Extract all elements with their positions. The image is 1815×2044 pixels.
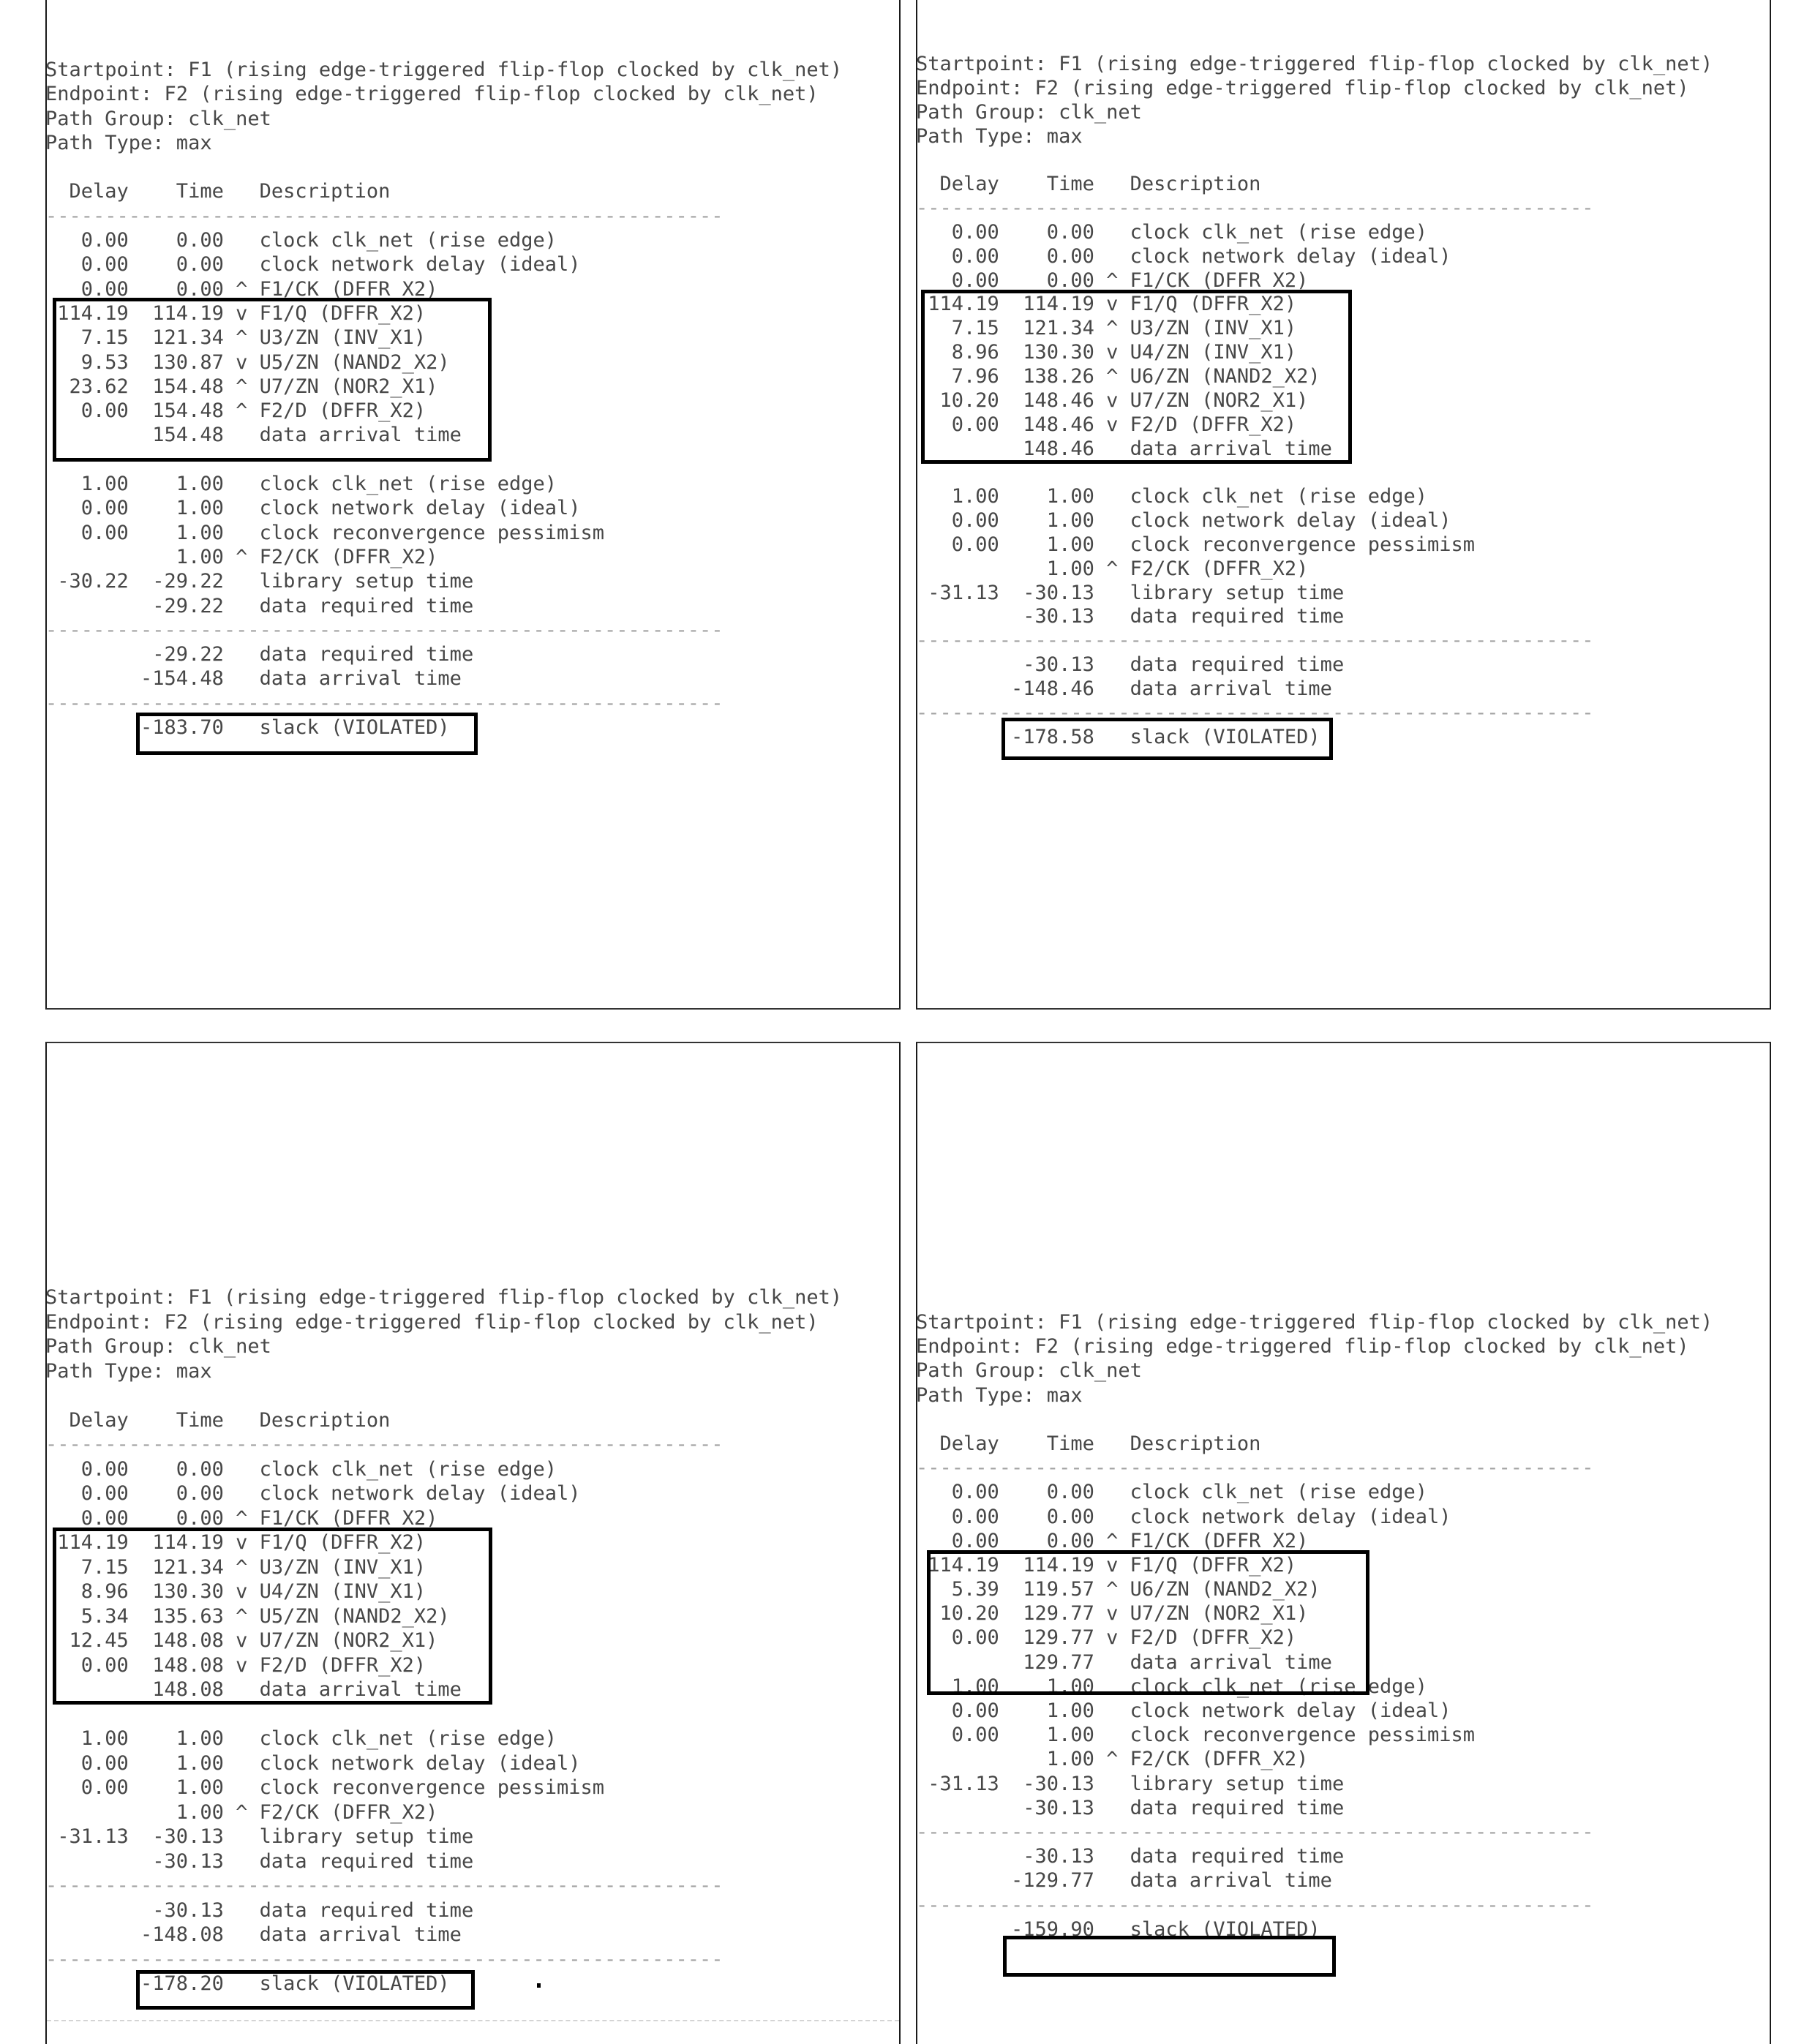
slack-row: -183.70 slack (VIOLATED) [45,716,450,740]
summary-row: -148.46 data arrival time [916,677,1332,700]
data-path-row: 154.48 data arrival time [45,424,462,447]
stray-dot-mark [537,1983,541,1988]
column-header-row: Delay Time Description [916,173,1261,196]
required-path-row: 1.00 1.00 clock clk_net (rise edge) [916,1675,1427,1698]
data-path-row: 10.20 148.46 v U7/ZN (NOR2_X1) [916,388,1309,412]
timing-report-4 [916,1310,1713,1942]
required-path-row: 0.00 1.00 clock network delay (ideal) [916,509,1451,533]
required-path-row: 0.00 1.00 clock network delay (ideal) [45,1751,581,1775]
required-path-row: 1.00 1.00 clock clk_net (rise edge) [916,485,1427,508]
blank-line [916,1408,1713,1432]
blank-line [45,1383,842,1408]
required-path-row: 1.00 ^ F2/CK (DFFR_X2) [45,1800,438,1824]
path-type-line: Path Type: max [45,1359,212,1383]
data-path-row: 7.15 121.34 ^ U3/ZN (INV_X1) [45,1555,426,1579]
data-path-row: 12.45 148.08 v U7/ZN (NOR2_X1) [45,1629,438,1652]
path-type-line: Path Type: max [916,124,1083,148]
endpoint-line: Endpoint: F2 (rising edge-triggered flip-flop clocked by clk_net) [45,1310,819,1334]
required-path-row: -30.13 data required time [45,1849,474,1873]
column-header-row: Delay Time Description [916,1432,1261,1455]
summary-row: -148.08 data arrival time [45,1923,462,1946]
startpoint-line: Startpoint: F1 (rising edge-triggered flip-flop clocked by clk_net) [45,59,843,81]
required-path-row: 0.00 1.00 clock network delay (ideal) [916,1699,1451,1722]
path-type-line: Path Type: max [45,131,212,154]
separator-line: --------------------------------------------------------- [916,1457,1594,1480]
startpoint-line: Startpoint: F1 (rising edge-triggered flip-flop clocked by clk_net) [916,1311,1713,1334]
blank-line [45,155,842,179]
data-path-row: 23.62 154.48 ^ U7/ZN (NOR2_X1) [45,375,438,398]
separator-line: --------------------------------------------------------- [45,1433,724,1456]
data-path-row: 0.00 148.08 v F2/D (DFFR_X2) [45,1653,426,1677]
data-path-row: 0.00 0.00 clock clk_net (rise edge) [916,220,1427,244]
data-path-row: 0.00 0.00 ^ F1/CK (DFFR_X2) [45,1506,438,1530]
separator-line: --------------------------------------------------------- [916,197,1594,220]
data-path-row: 0.00 0.00 ^ F1/CK (DFFR_X2) [916,1529,1309,1552]
required-path-row: -29.22 data required time [45,594,474,617]
data-path-row: 114.19 114.19 v F1/Q (DFFR_X2) [916,293,1297,316]
data-path-row: 5.39 119.57 ^ U6/ZN (NAND2_X2) [916,1578,1320,1601]
slack-row: -178.20 slack (VIOLATED) [45,1972,450,1995]
endpoint-line: Endpoint: F2 (rising edge-triggered flip-flop clocked by clk_net) [916,76,1689,99]
separator-line: --------------------------------------------------------- [916,701,1594,724]
data-path-row: 114.19 114.19 v F1/Q (DFFR_X2) [916,1553,1297,1577]
separator-line: --------------------------------------------------------- [45,204,724,228]
startpoint-line: Startpoint: F1 (rising edge-triggered flip-flop clocked by clk_net) [916,53,1713,75]
data-path-row: 9.53 130.87 v U5/ZN (NAND2_X2) [45,350,450,374]
timing-report-3 [45,1285,842,1996]
slack-row: -159.90 slack (VIOLATED) [916,1917,1320,1941]
data-path-row: 0.00 154.48 ^ F2/D (DFFR_X2) [45,399,426,423]
summary-row: -30.13 data required time [916,1845,1345,1868]
faint-dashed-rule [47,2020,899,2021]
data-path-row: 7.15 121.34 ^ U3/ZN (INV_X1) [916,317,1297,340]
data-path-row: 0.00 129.77 v F2/D (DFFR_X2) [916,1626,1297,1650]
data-path-row: 10.20 129.77 v U7/ZN (NOR2_X1) [916,1602,1309,1626]
required-path-row: 1.00 ^ F2/CK (DFFR_X2) [916,1748,1309,1771]
data-path-row: 0.00 0.00 clock clk_net (rise edge) [45,1457,557,1481]
separator-line: --------------------------------------------------------- [916,1820,1594,1844]
required-path-row: 1.00 1.00 clock clk_net (rise edge) [45,473,557,496]
data-path-row: 0.00 0.00 clock network delay (ideal) [916,244,1451,268]
data-path-row: 8.96 130.30 v U4/ZN (INV_X1) [916,341,1297,364]
slack-row: -178.58 slack (VIOLATED) [916,725,1320,748]
required-path-row: -31.13 -30.13 library setup time [916,581,1345,604]
data-path-row: 0.00 0.00 clock clk_net (rise edge) [916,1481,1427,1504]
required-path-row: 0.00 1.00 clock reconvergence pessimism [45,1776,605,1799]
path-group-line: Path Group: clk_net [45,1335,271,1358]
summary-row: -29.22 data required time [45,643,474,666]
required-path-row: 0.00 1.00 clock network delay (ideal) [45,497,581,520]
separator-line: --------------------------------------------------------- [45,1947,724,1971]
data-path-row: 148.08 data arrival time [45,1678,462,1701]
path-group-line: Path Group: clk_net [916,100,1142,124]
data-path-row: 0.00 0.00 clock network delay (ideal) [45,253,581,277]
blank-line [45,448,842,472]
required-path-row: -31.13 -30.13 library setup time [916,1772,1345,1795]
required-path-row: 1.00 ^ F2/CK (DFFR_X2) [45,545,438,568]
required-path-row: 0.00 1.00 clock reconvergence pessimism [916,1724,1476,1747]
data-path-row: 0.00 0.00 ^ F1/CK (DFFR_X2) [916,268,1309,292]
startpoint-line: Startpoint: F1 (rising edge-triggered flip-flop clocked by clk_net) [45,1286,843,1309]
column-header-row: Delay Time Description [45,180,391,203]
summary-row: -30.13 data required time [916,653,1345,677]
separator-line: --------------------------------------------------------- [916,1893,1594,1917]
blank-line [916,149,1713,173]
blank-line [916,461,1713,485]
required-path-row: 0.00 1.00 clock reconvergence pessimism [916,533,1476,556]
timing-report-2 [916,53,1713,749]
timing-report-1 [45,58,842,740]
data-path-row: 0.00 148.46 v F2/D (DFFR_X2) [916,413,1297,436]
required-path-row: 0.00 1.00 clock reconvergence pessimism [45,521,605,544]
required-path-row: 1.00 1.00 clock clk_net (rise edge) [45,1727,557,1750]
path-group-line: Path Group: clk_net [916,1359,1142,1383]
required-path-row: -30.22 -29.22 library setup time [45,570,474,593]
data-path-row: 0.00 0.00 clock network delay (ideal) [916,1505,1451,1528]
data-path-row: 5.34 135.63 ^ U5/ZN (NAND2_X2) [45,1604,450,1628]
required-path-row: -30.13 data required time [916,1796,1345,1819]
data-path-row: 7.15 121.34 ^ U3/ZN (INV_X1) [45,326,426,350]
endpoint-line: Endpoint: F2 (rising edge-triggered flip-flop clocked by clk_net) [916,1335,1689,1359]
data-path-row: 0.00 0.00 clock clk_net (rise edge) [45,229,557,252]
path-group-line: Path Group: clk_net [45,107,271,130]
summary-row: -30.13 data required time [45,1898,474,1922]
data-path-row: 0.00 0.00 clock network delay (ideal) [45,1482,581,1505]
blank-line [45,1702,842,1727]
required-path-row: -31.13 -30.13 library setup time [45,1825,474,1848]
data-path-row: 148.46 data arrival time [916,437,1332,460]
data-path-row: 7.96 138.26 ^ U6/ZN (NAND2_X2) [916,364,1320,388]
separator-line: --------------------------------------------------------- [45,1874,724,1897]
separator-line: --------------------------------------------------------- [45,691,724,715]
separator-line: --------------------------------------------------------- [45,618,724,642]
summary-row: -154.48 data arrival time [45,667,462,691]
column-header-row: Delay Time Description [45,1408,391,1432]
required-path-row: -30.13 data required time [916,605,1345,628]
data-path-row: 114.19 114.19 v F1/Q (DFFR_X2) [45,1531,426,1554]
separator-line: --------------------------------------------------------- [916,629,1594,653]
path-type-line: Path Type: max [916,1383,1083,1407]
summary-row: -129.77 data arrival time [916,1869,1332,1893]
required-path-row: 1.00 ^ F2/CK (DFFR_X2) [916,557,1309,580]
data-path-row: 8.96 130.30 v U4/ZN (INV_X1) [45,1580,426,1603]
data-path-row: 114.19 114.19 v F1/Q (DFFR_X2) [45,301,426,325]
endpoint-line: Endpoint: F2 (rising edge-triggered flip-flop clocked by clk_net) [45,83,819,106]
data-path-row: 129.77 data arrival time [916,1650,1332,1674]
data-path-row: 0.00 0.00 ^ F1/CK (DFFR_X2) [45,277,438,301]
